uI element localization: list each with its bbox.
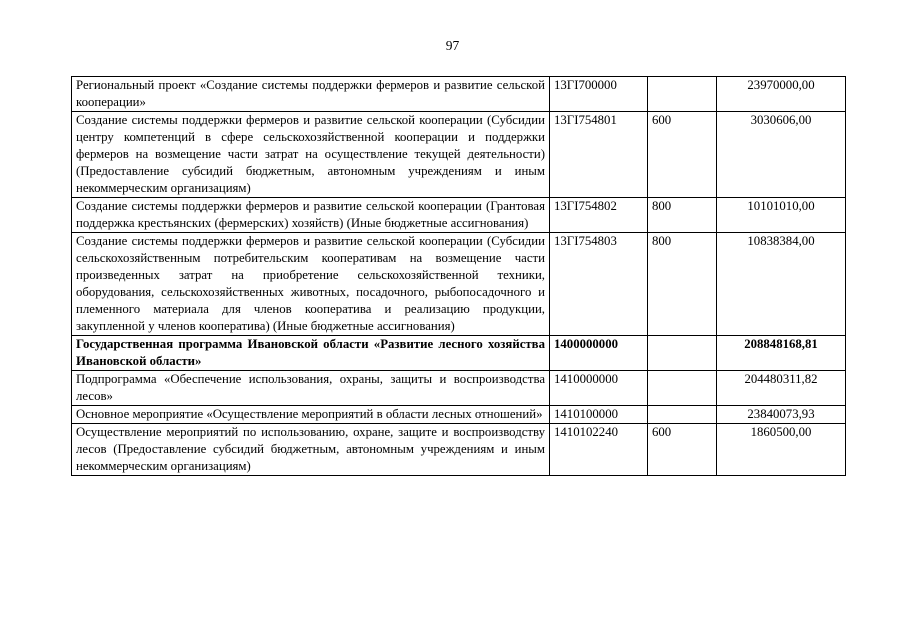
page-number: 97: [445, 38, 460, 53]
budget-table: [71, 76, 846, 476]
table-row: [72, 112, 846, 198]
row-name: Подпрограмма «Обеспечение использования, охраны, защиты и воспроизводства лесов»: [72, 371, 550, 406]
table-row-program: [72, 336, 846, 371]
row-code: 1400000000: [550, 336, 648, 371]
row-amount: 208848168,81: [717, 336, 846, 371]
row-amount: 10838384,00: [717, 233, 846, 336]
row-name: Создание системы поддержки фермеров и развитие сельской кооперации (Субсидии центру компетенций в сфере сельскохозяйственной кооперации и поддержки фермеров на возмещение части затрат на осуществление текущей деятельности) (Предоставление субсидий бюджетным, автономным учреждениям и иным некоммерческим организациям): [72, 112, 550, 198]
row-amount: 23970000,00: [717, 77, 846, 112]
row-code: 13ГI754801: [550, 112, 648, 198]
row-code: 1410102240: [550, 424, 648, 476]
table-row: [72, 371, 846, 406]
table-row: [72, 406, 846, 424]
row-expense-type: [648, 406, 717, 424]
row-expense-type: 800: [648, 198, 717, 233]
row-amount: 10101010,00: [717, 198, 846, 233]
row-name: Осуществление мероприятий по использованию, охране, защите и воспроизводству лесов (Предоставление субсидий бюджетным, автономным учреждениям и иным некоммерческим организациям): [72, 424, 550, 476]
table-row: [72, 424, 846, 476]
row-name: Создание системы поддержки фермеров и развитие сельской кооперации (Субсидии сельскохозяйственным потребительским кооперативам на возмещение части произведенных затрат на приобретение сельскохозяйственной техники, оборудования, сельскохозяйственных животных, посадочного, рыбопосадочного и племенного материала для членов кооператива и реализацию продукции, закупленной у членов кооператива) (Иные бюджетные ассигнования): [72, 233, 550, 336]
table-row: [72, 77, 846, 112]
row-name: Государственная программа Ивановской области «Развитие лесного хозяйства Ивановской области»: [72, 336, 550, 371]
row-code: 1410100000: [550, 406, 648, 424]
row-expense-type: 800: [648, 233, 717, 336]
row-code: 13ГI754802: [550, 198, 648, 233]
row-expense-type: [648, 336, 717, 371]
row-name: Основное мероприятие «Осуществление мероприятий в области лесных отношений»: [72, 406, 550, 424]
row-amount: 1860500,00: [717, 424, 846, 476]
row-code: 13ГI700000: [550, 77, 648, 112]
row-code: 1410000000: [550, 371, 648, 406]
row-name: Создание системы поддержки фермеров и развитие сельской кооперации (Грантовая поддержка крестьянских (фермерских) хозяйств) (Иные бюджетные ассигнования): [72, 198, 550, 233]
table-row: [72, 233, 846, 336]
row-expense-type: 600: [648, 112, 717, 198]
row-name: Региональный проект «Создание системы поддержки фермеров и развитие сельской кооперации»: [72, 77, 550, 112]
table-row: [72, 198, 846, 233]
row-amount: 204480311,82: [717, 371, 846, 406]
row-amount: 23840073,93: [717, 406, 846, 424]
row-expense-type: [648, 77, 717, 112]
row-code: 13ГI754803: [550, 233, 648, 336]
row-expense-type: 600: [648, 424, 717, 476]
row-amount: 3030606,00: [717, 112, 846, 198]
row-expense-type: [648, 371, 717, 406]
